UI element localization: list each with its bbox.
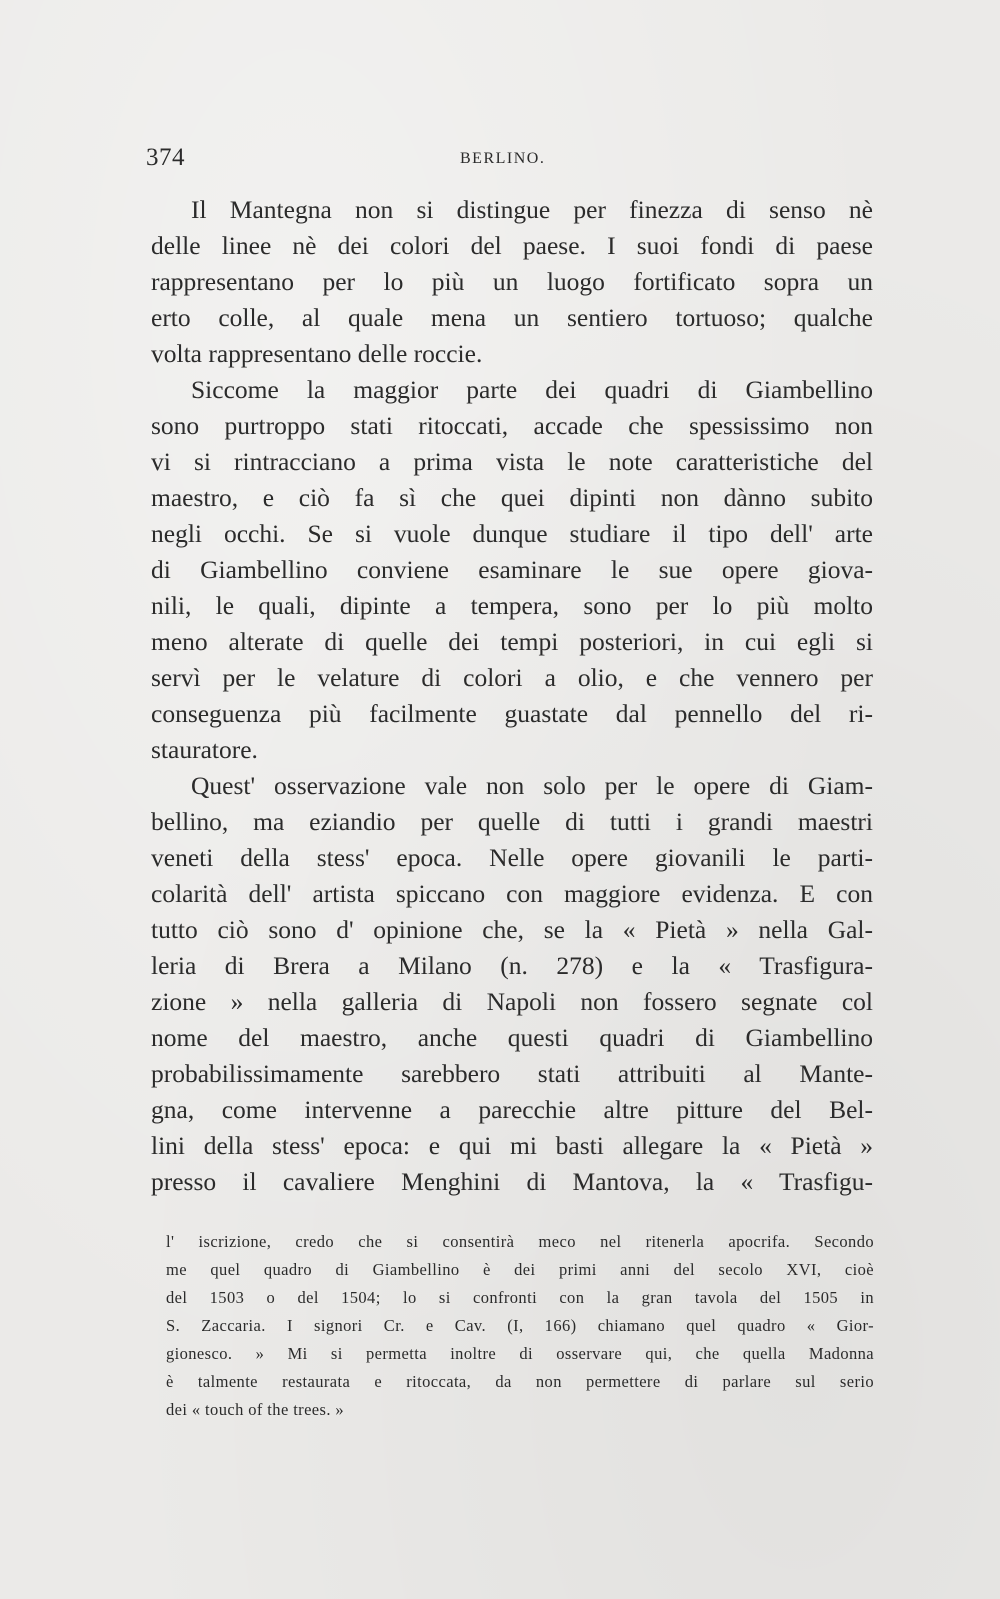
running-head bbox=[146, 144, 876, 178]
footnote-line: è talmente restaurata e ritoccata, da non permettere di parlare sul serio bbox=[166, 1372, 874, 1391]
text-line: bellino, ma eziandio per quelle di tutti i grandi maestri bbox=[151, 807, 873, 836]
text-line: nili, le quali, dipinte a tempera, sono per lo più molto bbox=[151, 591, 873, 620]
footnote bbox=[166, 1228, 874, 1424]
page-number: 374 bbox=[146, 144, 185, 171]
running-title: BERLINO. bbox=[460, 150, 546, 167]
text-line: zione » nella galleria di Napoli non fossero segnate col bbox=[151, 987, 873, 1016]
text-line: erto colle, al quale mena un sentiero tortuoso; qualche bbox=[151, 303, 873, 332]
text-line: Il Mantegna non si distingue per finezza di senso nè bbox=[191, 195, 873, 224]
text-line: colarità dell' artista spiccano con maggiore evidenza. E con bbox=[151, 879, 873, 908]
footnote-line: l' iscrizione, credo che si consentirà meco nel ritenerla apocrifa. Secondo bbox=[166, 1232, 874, 1251]
text-line: maestro, e ciò fa sì che quei dipinti non dànno subito bbox=[151, 483, 873, 512]
text-line: leria di Brera a Milano (n. 278) e la « Trasfigura- bbox=[151, 951, 873, 980]
footnote-line: S. Zaccaria. I signori Cr. e Cav. (I, 166) chiamano quel quadro « Gior- bbox=[166, 1316, 874, 1335]
footnote-line: gionesco. » Mi si permetta inoltre di osservare qui, che quella Madonna bbox=[166, 1344, 874, 1363]
text-line: vi si rintracciano a prima vista le note caratteristiche del bbox=[151, 447, 873, 476]
text-line: Quest' osservazione vale non solo per le opere di Giam- bbox=[191, 771, 873, 800]
text-line: rappresentano per lo più un luogo fortificato sopra un bbox=[151, 267, 873, 296]
text-line: delle linee nè dei colori del paese. I suoi fondi di paese bbox=[151, 231, 873, 260]
footnote-line: me quel quadro di Giambellino è dei primi anni del secolo XVI, cioè bbox=[166, 1260, 874, 1279]
text-line: probabilissimamente sarebbero stati attribuiti al Mante- bbox=[151, 1059, 873, 1088]
main-text bbox=[151, 192, 873, 1200]
text-line: presso il cavaliere Menghini di Mantova, la « Trasfigu- bbox=[151, 1167, 873, 1196]
text-line: sono purtroppo stati ritoccati, accade che spessissimo non bbox=[151, 411, 873, 440]
text-line: di Giambellino conviene esaminare le sue opere giova- bbox=[151, 555, 873, 584]
text-line: meno alterate di quelle dei tempi posteriori, in cui egli si bbox=[151, 627, 873, 656]
text-line: nome del maestro, anche questi quadri di Giambellino bbox=[151, 1023, 873, 1052]
text-line: volta rappresentano delle roccie. bbox=[151, 339, 483, 368]
text-line: negli occhi. Se si vuole dunque studiare il tipo dell' arte bbox=[151, 519, 873, 548]
footnote-line: dei « touch of the trees. » bbox=[166, 1400, 345, 1419]
text-line: veneti della stess' epoca. Nelle opere giovanili le parti- bbox=[151, 843, 873, 872]
text-line: tutto ciò sono d' opinione che, se la « Pietà » nella Gal- bbox=[151, 915, 873, 944]
text-line: conseguenza più facilmente guastate dal pennello del ri- bbox=[151, 699, 873, 728]
text-line: stauratore. bbox=[151, 735, 258, 764]
text-line: servì per le velature di colori a olio, e che vennero per bbox=[151, 663, 873, 692]
text-line: Siccome la maggior parte dei quadri di Giambellino bbox=[191, 375, 873, 404]
text-line: lini della stess' epoca: e qui mi basti allegare la « Pietà » bbox=[151, 1131, 873, 1160]
footnote-line: del 1503 o del 1504; lo si confronti con la gran tavola del 1505 in bbox=[166, 1288, 874, 1307]
text-line: gna, come intervenne a parecchie altre pitture del Bel- bbox=[151, 1095, 873, 1124]
